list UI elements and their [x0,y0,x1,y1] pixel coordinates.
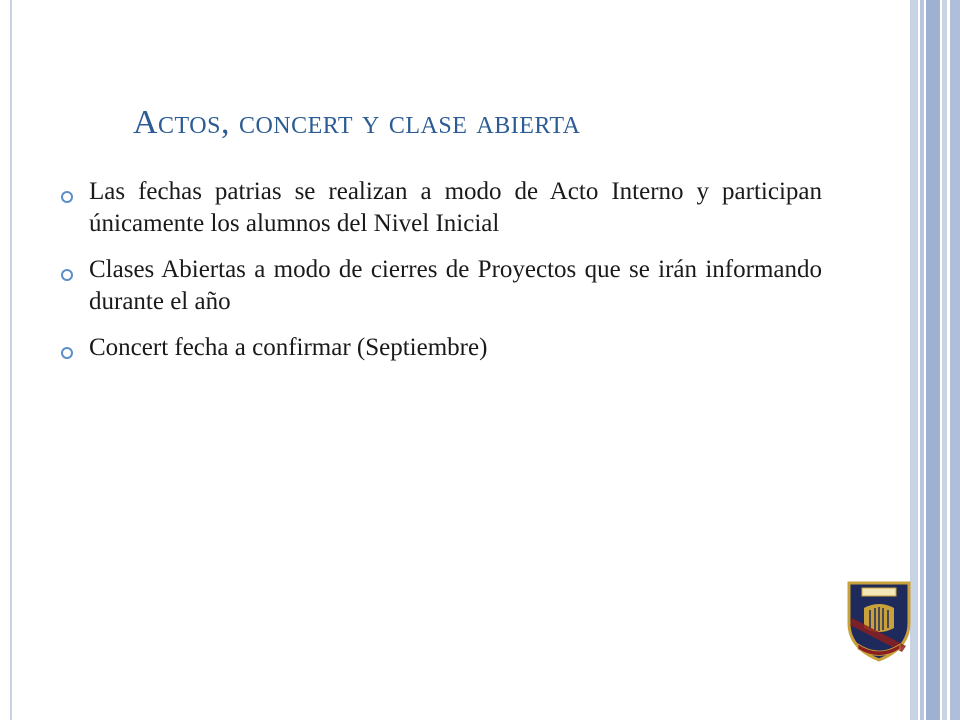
left-frame-line [10,0,12,720]
ring-bullet-icon [60,268,74,282]
bullet-item [60,332,822,364]
bullet-item [60,176,822,240]
ring-bullet-icon [60,346,74,360]
right-decorative-stripes [910,0,960,720]
bullet-item [60,254,822,318]
bullet-list [60,176,822,378]
bullet-text: Clases Abiertas a modo de cierres de Proyectos que se irán informando durante el año [89,256,822,315]
slide-title: Actos, concert y clase abierta [133,104,581,141]
ring-bullet-icon [60,190,74,204]
bullet-text: Concert fecha a confirmar (Septiembre) [89,334,488,361]
school-crest-logo [844,578,914,663]
bullet-text: Las fechas patrias se realizan a modo de Acto Interno y participan únicamente los alumnos del Nivel Inicial [89,178,822,237]
